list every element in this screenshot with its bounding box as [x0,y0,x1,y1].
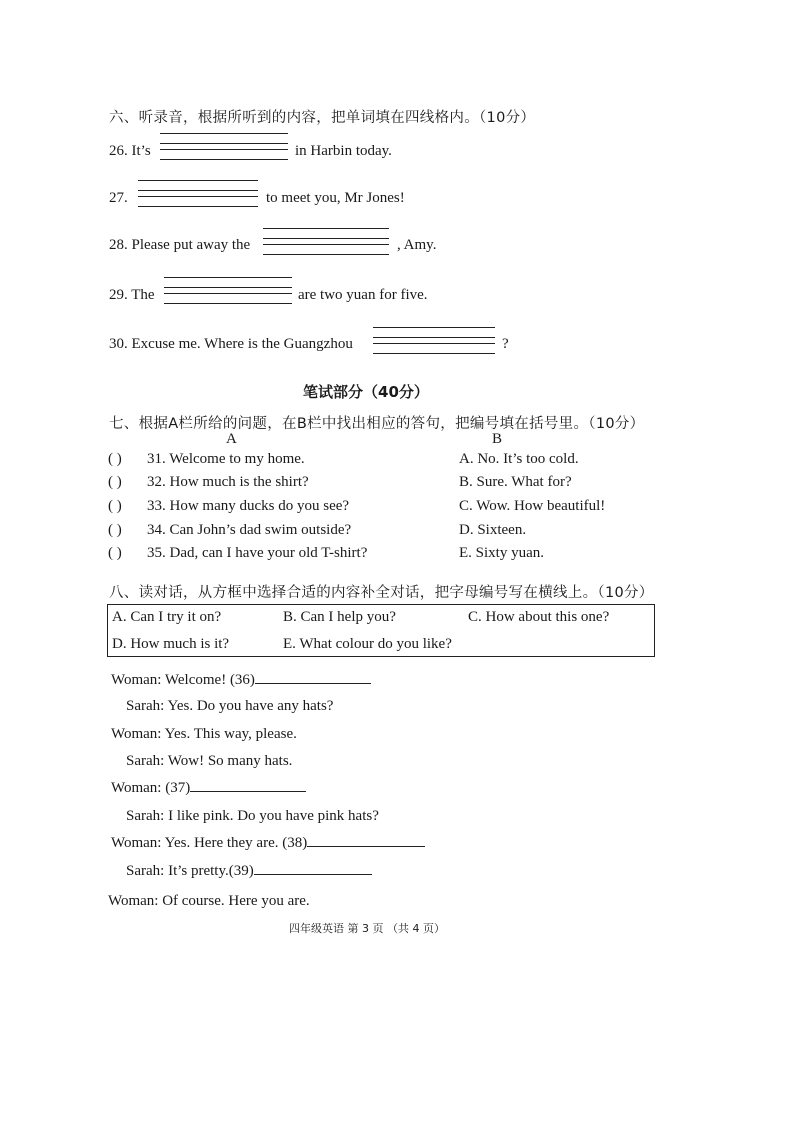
four-line-grid-30[interactable] [373,327,495,354]
dialogue-line: Sarah: I like pink. Do you have pink hats? [126,808,379,824]
option-a: A. Can I try it on? [112,609,222,625]
q29-suffix: are two yuan for five. [298,287,428,303]
question-a: 32. How much is the shirt? [147,474,309,490]
dialogue-line: Woman: Yes. This way, please. [111,726,297,742]
column-b-header: B [492,431,503,447]
answer-paren[interactable]: ( ) [108,545,122,561]
blank-36[interactable] [255,682,371,684]
section8-title: 八、读对话，从方框中选择合适的内容补全对话，把字母编号写在横线上。（10分） [109,585,654,601]
dialogue-line: Sarah: Wow! So many hats. [126,753,293,769]
answer-paren[interactable]: ( ) [108,474,122,490]
blank-38[interactable] [307,845,425,847]
dialogue-line [111,835,425,852]
dialogue-line [126,863,372,880]
q30-prefix: 30. Excuse me. Where is the Guangzhou [109,336,353,352]
answer-b: B. Sure. What for? [459,474,572,490]
section7-title: 七、根据A栏所给的问题，在B栏中找出相应的答句，把编号填在括号里。（10分） [109,416,645,432]
column-a-header: A [226,431,237,447]
four-line-grid-29[interactable] [164,277,292,304]
option-b: B. Can I help you? [283,609,396,625]
dialogue-line [111,672,371,689]
dialogue-line [111,780,306,797]
question-a: 34. Can John’s dad swim outside? [147,522,352,538]
q30-suffix: ? [502,336,509,352]
dialogue-line: Sarah: Yes. Do you have any hats? [126,698,334,714]
answer-b: D. Sixteen. [459,522,527,538]
option-d: D. How much is it? [112,636,230,652]
q26-suffix: in Harbin today. [295,143,392,159]
dialogue-text: Sarah: It’s pretty.(39) [126,863,254,879]
section6-title: 六、听录音，根据所听到的内容，把单词填在四线格内。（10分） [109,110,536,126]
answer-paren[interactable]: ( ) [108,522,122,538]
q27-suffix: to meet you, Mr Jones! [266,190,405,206]
blank-37[interactable] [190,790,306,792]
written-part-title: 笔试部分（40分） [303,383,429,401]
answer-paren[interactable]: ( ) [108,451,122,467]
question-a: 35. Dad, can I have your old T-shirt? [147,545,368,561]
four-line-grid-28[interactable] [263,228,389,255]
q28-prefix: 28. Please put away the [109,237,251,253]
q26-prefix: 26. It’s [109,143,151,159]
q28-suffix: , Amy. [397,237,437,253]
q27-prefix: 27. [109,190,128,206]
dialogue-line: Woman: Of course. Here you are. [108,893,310,909]
four-line-grid-26[interactable] [160,133,288,160]
blank-39[interactable] [254,873,372,875]
four-line-grid-27[interactable] [138,180,258,207]
dialogue-text: Woman: (37) [111,780,191,796]
question-a: 31. Welcome to my home. [147,451,305,467]
dialogue-text: Woman: Welcome! (36) [111,672,255,688]
page-footer: 四年级英语 第 3 页 （共 4 页） [289,922,445,935]
answer-paren[interactable]: ( ) [108,498,122,514]
question-a: 33. How many ducks do you see? [147,498,350,514]
dialogue-text: Woman: Yes. Here they are. (38) [111,835,308,851]
option-c: C. How about this one? [468,609,610,625]
answer-b: C. Wow. How beautiful! [459,498,606,514]
answer-b: E. Sixty yuan. [459,545,544,561]
option-e: E. What colour do you like? [283,636,452,652]
q29-prefix: 29. The [109,287,155,303]
answer-b: A. No. It’s too cold. [459,451,579,467]
